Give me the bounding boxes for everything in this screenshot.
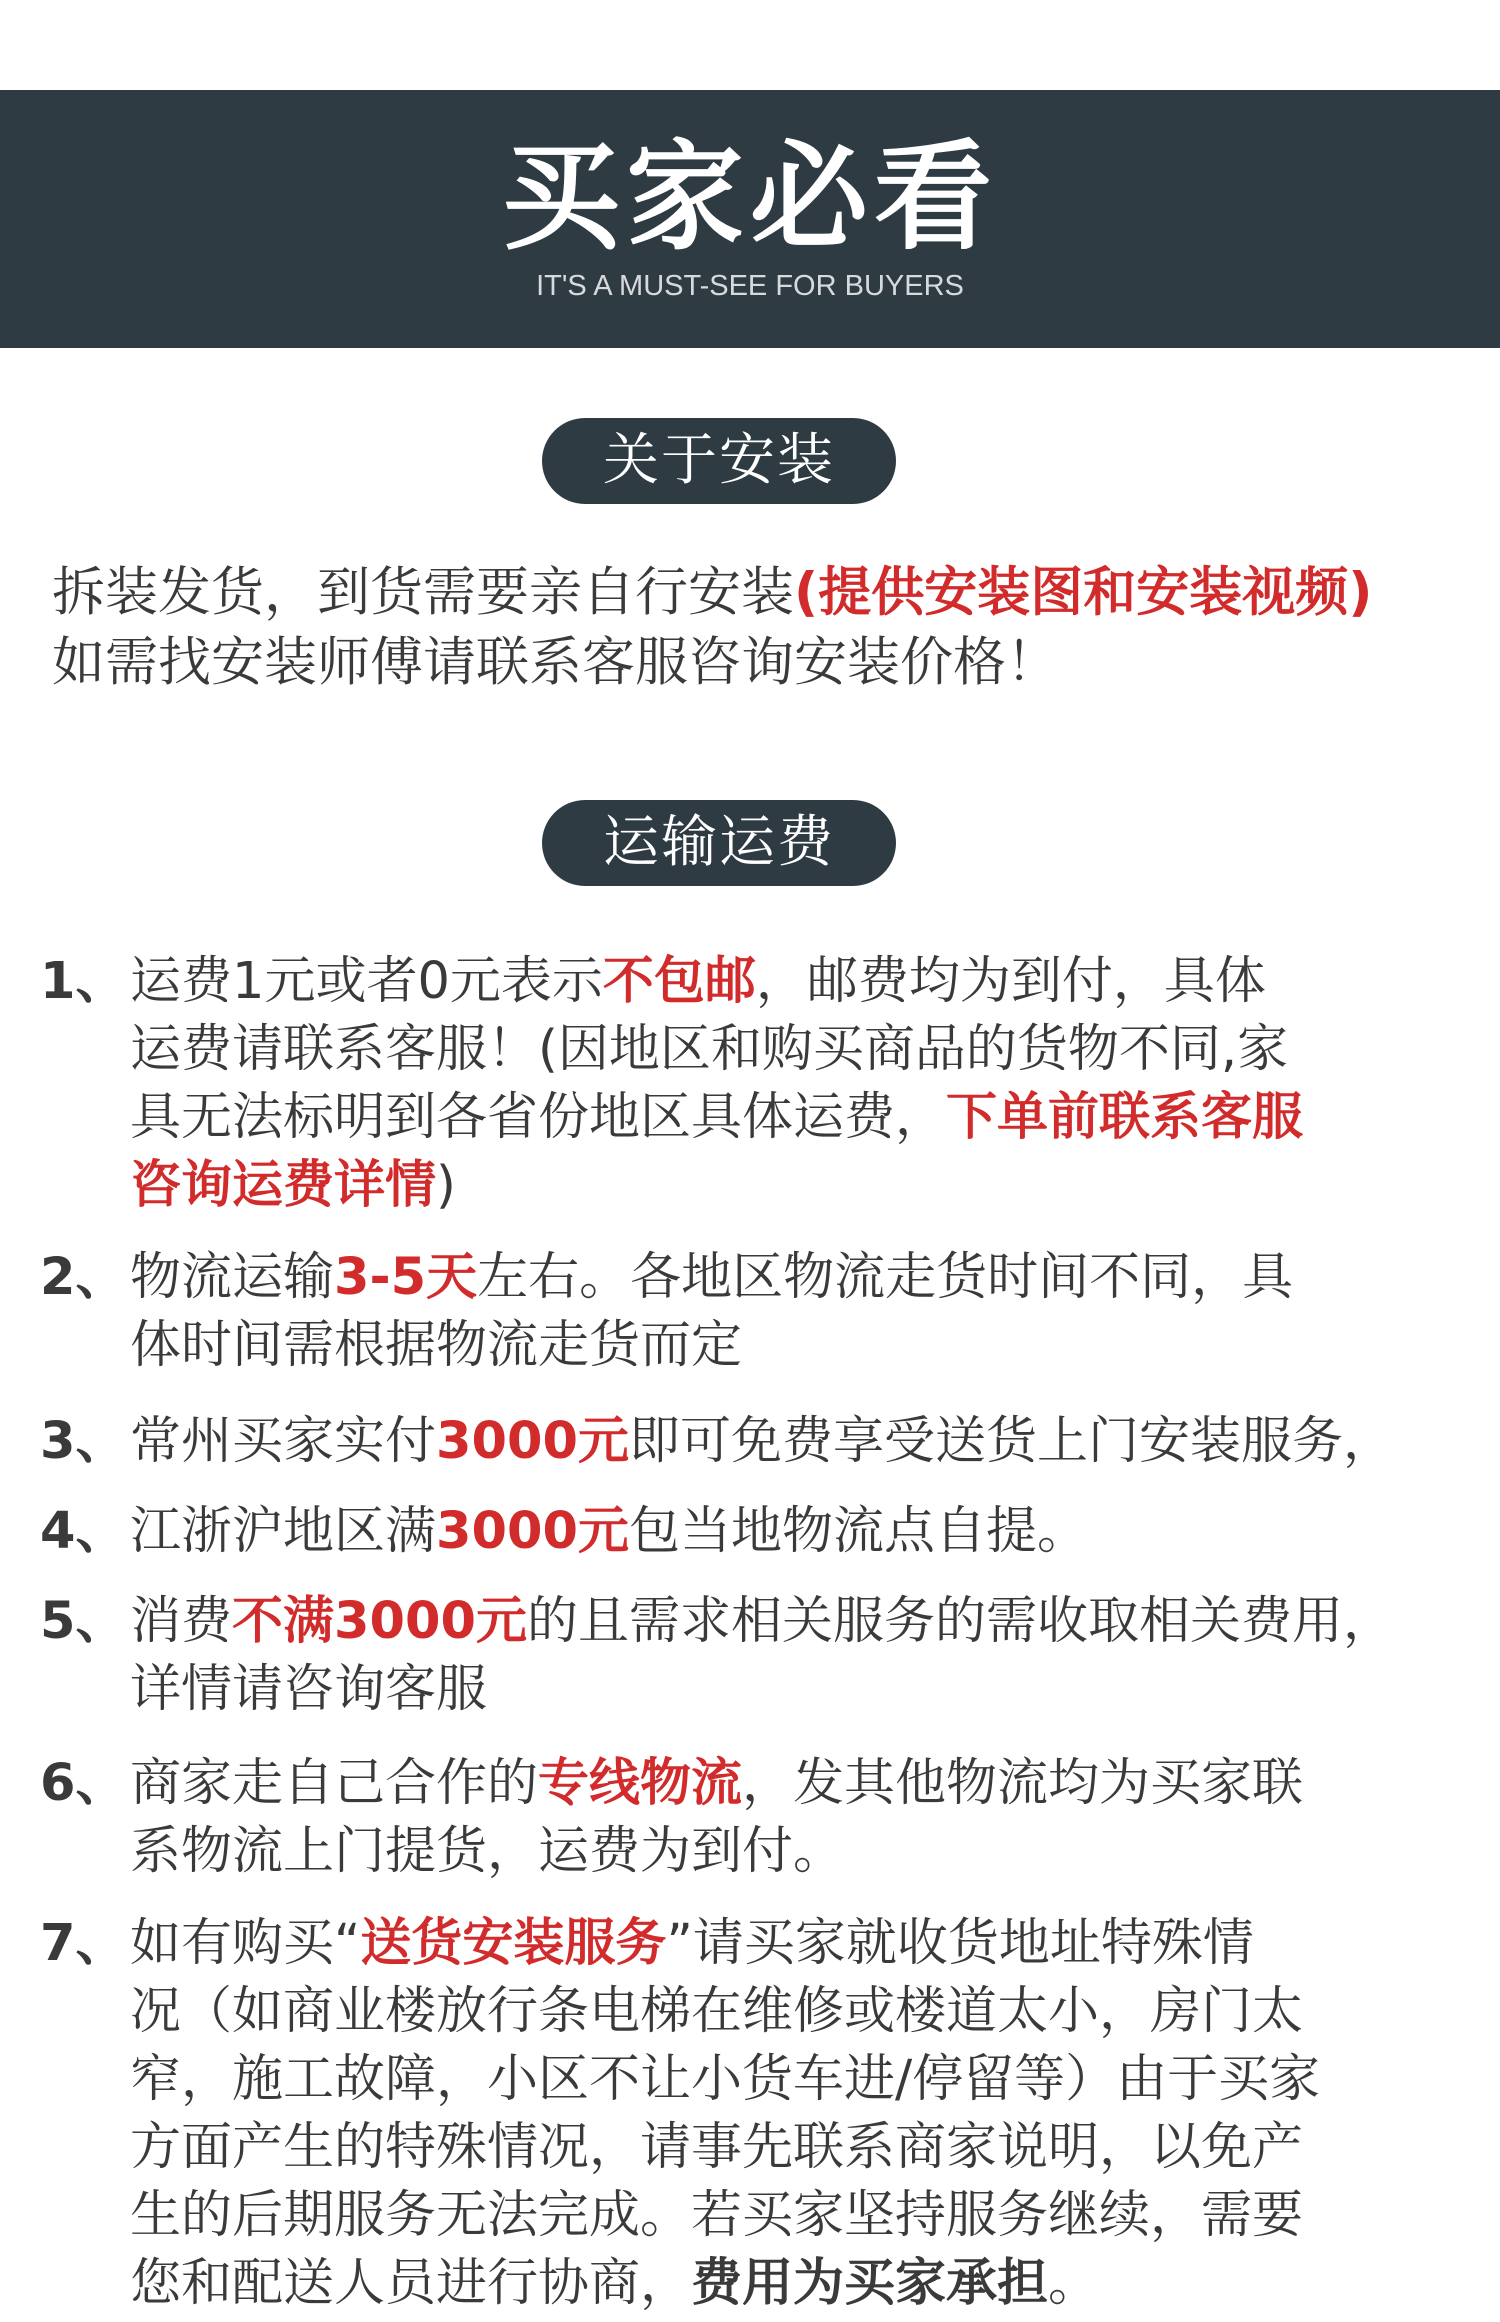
item-number: 1、 [40,952,127,1011]
install-line-1: 拆装发货，到货需要亲自行安装(提供安装图和安装视频) [52,562,1373,623]
install-paragraph [52,558,1372,698]
item-number: 7、 [40,1914,127,1973]
item-number: 6、 [40,1754,127,1813]
item-number: 4、 [40,1502,127,1561]
shipping-item-1: 1、 运费1元或者0元表示不包邮，邮费均为到付，具体 运费请联系客服！(因地区和购买商品的货物不同,家 具无法标明到各省份地区具体运费，下单前联系客服 咨询运费详情) [40,948,1490,1220]
shipping-item-3: 3、 常州买家实付3000元即可免费享受送货上门安装服务， [40,1408,1490,1476]
install-line-2: 如需找安装师傅请联系客服咨询安装价格！ [52,632,1059,693]
install-section-heading: 关于安装 [542,418,896,504]
shipping-section-heading: 运输运费 [542,800,896,886]
item-number: 3、 [40,1412,127,1471]
page-subtitle: IT'S A MUST-SEE FOR BUYERS [536,270,964,302]
shipping-item-6: 6、 商家走自己合作的专线物流，发其他物流均为买家联 系物流上门提货，运费为到付。 [40,1750,1490,1886]
item-number: 5、 [40,1592,127,1651]
page-title: 买家必看 [501,128,998,266]
header-banner [0,90,1500,348]
shipping-item-2: 2、 物流运输3-5天左右。各地区物流走货时间不同，具 体时间需根据物流走货而定 [40,1244,1490,1380]
shipping-item-5: 5、 消费不满3000元的且需求相关服务的需收取相关费用， 详情请咨询客服 [40,1588,1490,1724]
shipping-item-7: 7、 如有购买“送货安装服务”请买家就收货地址特殊情 况（如商业楼放行条电梯在维修或楼道太小，房门太 窄，施工故障，小区不让小货车进/停留等）由于买家 方面产生的特殊情况，请事先联系商家说明，以免产 生的后期服务无法完成。若买家坚持服务继续，需要 您和配送人员进行协商，费用为买家承担。 [40,1910,1490,2318]
install-highlight: (提供安装图和安装视频) [794,562,1373,623]
item-number: 2、 [40,1248,127,1307]
shipping-item-4: 4、 江浙沪地区满3000元包当地物流点自提。 [40,1498,1490,1566]
